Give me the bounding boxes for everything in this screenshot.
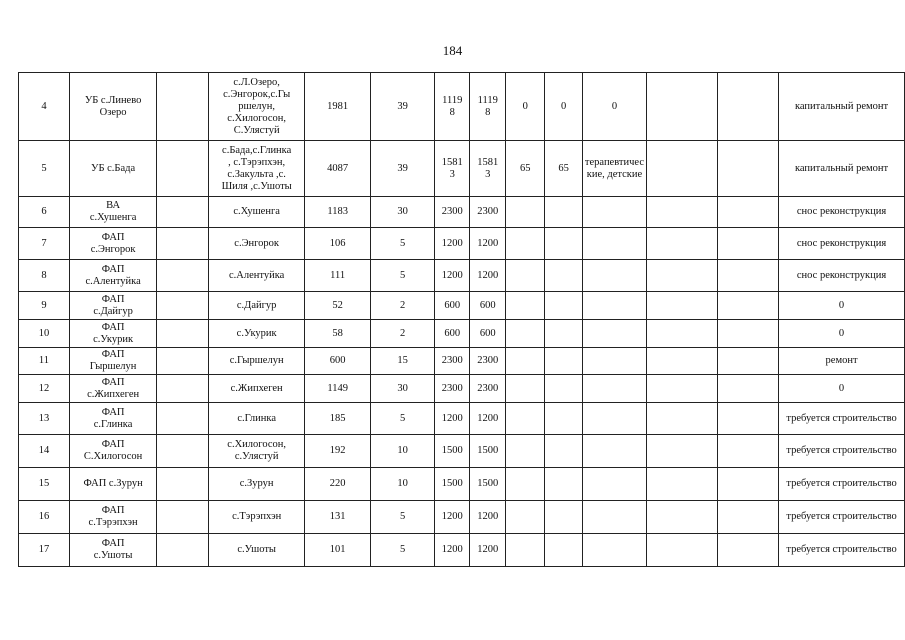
- value-col-8: 0: [506, 73, 545, 141]
- value-col-5: 10: [370, 435, 434, 468]
- planned-action: требуется строительство: [779, 501, 905, 534]
- bed-profile: [582, 292, 646, 320]
- blank-cell: [157, 348, 209, 375]
- blank-cell: [718, 468, 779, 501]
- served-villages: с.Укурик: [208, 320, 304, 348]
- facility-name: ФАП с.Глинка: [69, 403, 156, 435]
- value-col-6: 2300: [435, 375, 470, 403]
- row-number: 4: [19, 73, 70, 141]
- value-col-11: [647, 435, 718, 468]
- value-col-9: [545, 260, 582, 292]
- value-col-9: [545, 348, 582, 375]
- blank-cell: [157, 375, 209, 403]
- table-row: [19, 197, 905, 228]
- row-number: 15: [19, 468, 70, 501]
- value-col-5: 5: [370, 228, 434, 260]
- served-villages: с.Хилогосон, с.Улястуй: [208, 435, 304, 468]
- value-col-6: 600: [435, 292, 470, 320]
- value-col-7: 1200: [470, 501, 506, 534]
- blank-cell: [718, 228, 779, 260]
- population: 1149: [305, 375, 371, 403]
- facility-name: ФАП с.Энгорок: [69, 228, 156, 260]
- value-col-9: 0: [545, 73, 582, 141]
- planned-action: снос реконструкция: [779, 228, 905, 260]
- served-villages: с.Тэрэпхэн: [208, 501, 304, 534]
- population: 192: [305, 435, 371, 468]
- value-col-6: 2300: [435, 348, 470, 375]
- value-col-7: 1200: [470, 260, 506, 292]
- bed-profile: [582, 534, 646, 567]
- value-col-8: [506, 534, 545, 567]
- population: 111: [305, 260, 371, 292]
- blank-cell: [718, 375, 779, 403]
- blank-cell: [157, 320, 209, 348]
- page-number: 184: [442, 43, 463, 58]
- value-col-9: [545, 320, 582, 348]
- served-villages: с.Бада,с.Глинка , с.Тэрэпхэн, с.Закульта ,с. Шиля ,с.Ушоты: [208, 141, 304, 197]
- value-col-5: 5: [370, 403, 434, 435]
- row-number: 9: [19, 292, 70, 320]
- value-col-8: [506, 348, 545, 375]
- value-col-8: [506, 501, 545, 534]
- value-col-8: [506, 435, 545, 468]
- planned-action: капитальный ремонт: [779, 73, 905, 141]
- value-col-9: [545, 501, 582, 534]
- table-row: [19, 260, 905, 292]
- table-row: [19, 534, 905, 567]
- blank-cell: [157, 260, 209, 292]
- blank-cell: [718, 435, 779, 468]
- table-row: [19, 228, 905, 260]
- value-col-6: 1500: [435, 468, 470, 501]
- population: 600: [305, 348, 371, 375]
- table-row: [19, 375, 905, 403]
- row-number: 5: [19, 141, 70, 197]
- facility-name: ФАП с.Укурик: [69, 320, 156, 348]
- value-col-11: [647, 375, 718, 403]
- value-col-5: 5: [370, 534, 434, 567]
- row-number: 11: [19, 348, 70, 375]
- bed-profile: [582, 260, 646, 292]
- blank-cell: [157, 501, 209, 534]
- blank-cell: [157, 534, 209, 567]
- bed-profile: [582, 375, 646, 403]
- value-col-11: [647, 534, 718, 567]
- planned-action: требуется строительство: [779, 534, 905, 567]
- table-row: [19, 292, 905, 320]
- planned-action: 0: [779, 320, 905, 348]
- planned-action: снос реконструкция: [779, 260, 905, 292]
- blank-cell: [157, 468, 209, 501]
- value-col-5: 30: [370, 197, 434, 228]
- bed-profile: [582, 435, 646, 468]
- facility-name: ВА с.Хушенга: [69, 197, 156, 228]
- row-number: 14: [19, 435, 70, 468]
- row-number: 7: [19, 228, 70, 260]
- blank-cell: [718, 260, 779, 292]
- planned-action: требуется строительство: [779, 403, 905, 435]
- served-villages: с.Дайгур: [208, 292, 304, 320]
- bed-profile: [582, 320, 646, 348]
- population: 52: [305, 292, 371, 320]
- population: 4087: [305, 141, 371, 197]
- bed-profile: [582, 197, 646, 228]
- value-col-7: 1119 8: [470, 73, 506, 141]
- value-col-11: [647, 403, 718, 435]
- value-col-9: [545, 375, 582, 403]
- row-number: 13: [19, 403, 70, 435]
- row-number: 16: [19, 501, 70, 534]
- population: 101: [305, 534, 371, 567]
- value-col-7: 600: [470, 292, 506, 320]
- blank-cell: [157, 228, 209, 260]
- served-villages: с.Алентуйка: [208, 260, 304, 292]
- planned-action: снос реконструкция: [779, 197, 905, 228]
- value-col-7: 2300: [470, 375, 506, 403]
- value-col-7: 1200: [470, 403, 506, 435]
- value-col-6: 2300: [435, 197, 470, 228]
- table-row: [19, 348, 905, 375]
- population: 1183: [305, 197, 371, 228]
- served-villages: с.Ушоты: [208, 534, 304, 567]
- blank-cell: [718, 292, 779, 320]
- population: 131: [305, 501, 371, 534]
- blank-cell: [157, 141, 209, 197]
- value-col-6: 1200: [435, 228, 470, 260]
- value-col-9: [545, 197, 582, 228]
- value-col-11: [647, 292, 718, 320]
- value-col-7: 1200: [470, 534, 506, 567]
- value-col-6: 600: [435, 320, 470, 348]
- blank-cell: [718, 320, 779, 348]
- value-col-9: [545, 534, 582, 567]
- planned-action: 0: [779, 292, 905, 320]
- value-col-8: [506, 228, 545, 260]
- value-col-9: [545, 292, 582, 320]
- value-col-9: [545, 468, 582, 501]
- blank-cell: [718, 141, 779, 197]
- planned-action: ремонт: [779, 348, 905, 375]
- value-col-9: [545, 228, 582, 260]
- value-col-5: 2: [370, 292, 434, 320]
- facility-name: УБ с.Бада: [69, 141, 156, 197]
- value-col-5: 30: [370, 375, 434, 403]
- value-col-8: 65: [506, 141, 545, 197]
- value-col-5: 5: [370, 501, 434, 534]
- served-villages: с.Глинка: [208, 403, 304, 435]
- value-col-11: [647, 320, 718, 348]
- value-col-8: [506, 468, 545, 501]
- row-number: 12: [19, 375, 70, 403]
- value-col-7: 1200: [470, 228, 506, 260]
- facilities-table-wrapper: [18, 72, 905, 567]
- population: 58: [305, 320, 371, 348]
- bed-profile: терапевтичес кие, детские: [582, 141, 646, 197]
- facility-name: ФАП С.Хилогосон: [69, 435, 156, 468]
- value-col-11: [647, 468, 718, 501]
- value-col-11: [647, 348, 718, 375]
- facility-name: ФАП с.Тэрэпхэн: [69, 501, 156, 534]
- value-col-9: 65: [545, 141, 582, 197]
- value-col-5: 2: [370, 320, 434, 348]
- blank-cell: [157, 435, 209, 468]
- facilities-table: [18, 72, 905, 567]
- population: 185: [305, 403, 371, 435]
- facility-name: УБ с.Линево Озеро: [69, 73, 156, 141]
- bed-profile: [582, 228, 646, 260]
- value-col-7: 2300: [470, 348, 506, 375]
- value-col-5: 39: [370, 73, 434, 141]
- value-col-11: [647, 228, 718, 260]
- table-row: [19, 435, 905, 468]
- value-col-6: 1200: [435, 534, 470, 567]
- blank-cell: [718, 197, 779, 228]
- value-col-6: 1200: [435, 260, 470, 292]
- served-villages: с.Гыршелун: [208, 348, 304, 375]
- population: 1981: [305, 73, 371, 141]
- blank-cell: [718, 403, 779, 435]
- value-col-11: [647, 141, 718, 197]
- row-number: 10: [19, 320, 70, 348]
- value-col-5: 10: [370, 468, 434, 501]
- blank-cell: [718, 501, 779, 534]
- served-villages: с.Энгорок: [208, 228, 304, 260]
- planned-action: капитальный ремонт: [779, 141, 905, 197]
- value-col-9: [545, 435, 582, 468]
- value-col-7: 1581 3: [470, 141, 506, 197]
- value-col-11: [647, 197, 718, 228]
- value-col-8: [506, 320, 545, 348]
- served-villages: с.Зурун: [208, 468, 304, 501]
- value-col-6: 1500: [435, 435, 470, 468]
- blank-cell: [718, 73, 779, 141]
- row-number: 17: [19, 534, 70, 567]
- value-col-8: [506, 260, 545, 292]
- population: 106: [305, 228, 371, 260]
- value-col-9: [545, 403, 582, 435]
- blank-cell: [157, 73, 209, 141]
- value-col-7: 600: [470, 320, 506, 348]
- facility-name: ФАП с.Жипхеген: [69, 375, 156, 403]
- planned-action: 0: [779, 375, 905, 403]
- blank-cell: [157, 197, 209, 228]
- bed-profile: 0: [582, 73, 646, 141]
- table-row: [19, 468, 905, 501]
- table-row: [19, 501, 905, 534]
- bed-profile: [582, 468, 646, 501]
- bed-profile: [582, 348, 646, 375]
- facility-name: ФАП с.Дайгур: [69, 292, 156, 320]
- value-col-7: 1500: [470, 435, 506, 468]
- served-villages: с.Л.Озеро, с.Энгорок,с.Гы ршелун, с.Хилогосон, С.Улястуй: [208, 73, 304, 141]
- value-col-6: 1200: [435, 501, 470, 534]
- value-col-5: 15: [370, 348, 434, 375]
- planned-action: требуется строительство: [779, 435, 905, 468]
- blank-cell: [718, 348, 779, 375]
- table-row: [19, 320, 905, 348]
- value-col-11: [647, 73, 718, 141]
- served-villages: с.Жипхеген: [208, 375, 304, 403]
- value-col-8: [506, 403, 545, 435]
- value-col-8: [506, 292, 545, 320]
- value-col-6: 1200: [435, 403, 470, 435]
- blank-cell: [718, 534, 779, 567]
- facility-name: ФАП Гыршелун: [69, 348, 156, 375]
- value-col-7: 2300: [470, 197, 506, 228]
- blank-cell: [157, 403, 209, 435]
- table-row: [19, 403, 905, 435]
- value-col-6: 1581 3: [435, 141, 470, 197]
- population: 220: [305, 468, 371, 501]
- facility-name: ФАП с.Ушоты: [69, 534, 156, 567]
- value-col-11: [647, 260, 718, 292]
- value-col-8: [506, 375, 545, 403]
- served-villages: с.Хушенга: [208, 197, 304, 228]
- value-col-5: 39: [370, 141, 434, 197]
- bed-profile: [582, 501, 646, 534]
- bed-profile: [582, 403, 646, 435]
- facility-name: ФАП с.Алентуйка: [69, 260, 156, 292]
- table-row: [19, 141, 905, 197]
- row-number: 6: [19, 197, 70, 228]
- planned-action: требуется строительство: [779, 468, 905, 501]
- facility-name: ФАП с.Зурун: [69, 468, 156, 501]
- value-col-7: 1500: [470, 468, 506, 501]
- value-col-6: 1119 8: [435, 73, 470, 141]
- value-col-5: 5: [370, 260, 434, 292]
- blank-cell: [157, 292, 209, 320]
- row-number: 8: [19, 260, 70, 292]
- value-col-8: [506, 197, 545, 228]
- value-col-11: [647, 501, 718, 534]
- table-row: [19, 73, 905, 141]
